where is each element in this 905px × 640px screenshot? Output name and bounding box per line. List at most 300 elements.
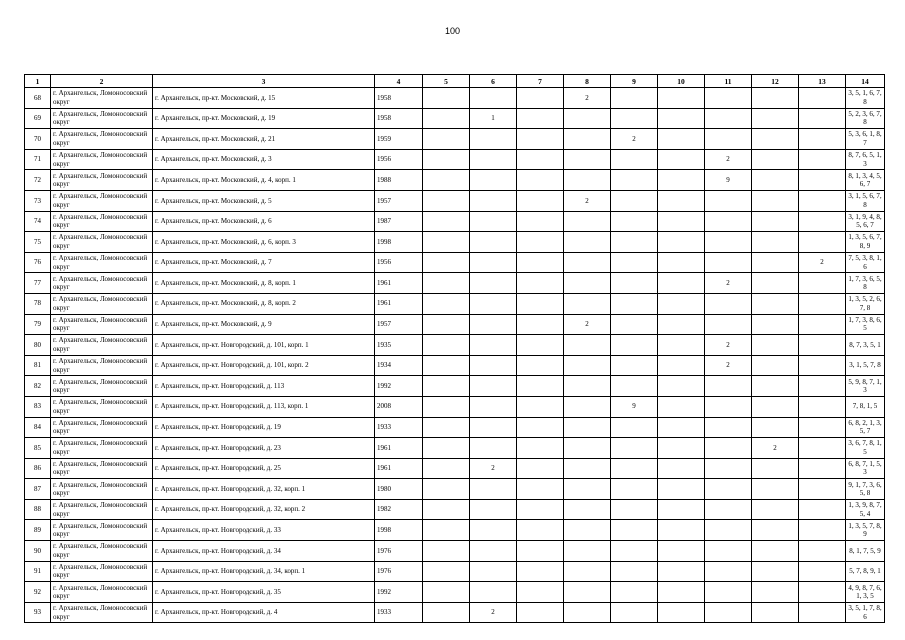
district-cell: г. Архангельск, Ломоносовский округ — [51, 293, 153, 314]
value-cell-col-12 — [752, 602, 799, 623]
column-header: 5 — [423, 75, 470, 88]
value-cell-col-9 — [611, 314, 658, 335]
value-cell-col-9 — [611, 88, 658, 109]
address-cell: г. Архангельск, пр-кт. Московский, д. 8, корп. 2 — [153, 293, 375, 314]
value-cell-col-11 — [705, 438, 752, 459]
column-header: 11 — [705, 75, 752, 88]
address-cell: г. Архангельск, пр-кт. Московский, д. 9 — [153, 314, 375, 335]
year-cell: 1987 — [375, 211, 423, 232]
row-number-cell: 70 — [25, 129, 51, 150]
value-cell-col-5 — [423, 376, 470, 397]
district-cell: г. Архангельск, Ломоносовский округ — [51, 541, 153, 562]
district-cell: г. Архангельск, Ломоносовский округ — [51, 232, 153, 253]
sequence-cell: 1, 3, 5, 7, 8, 9 — [846, 520, 885, 541]
value-cell-col-10 — [658, 520, 705, 541]
value-cell-col-5 — [423, 499, 470, 520]
year-cell: 1992 — [375, 582, 423, 603]
value-cell-col-11 — [705, 541, 752, 562]
district-cell: г. Архангельск, Ломоносовский округ — [51, 417, 153, 438]
district-cell: г. Архангельск, Ломоносовский округ — [51, 190, 153, 211]
value-cell-col-6 — [470, 232, 517, 253]
value-cell-col-5 — [423, 108, 470, 129]
district-cell: г. Архангельск, Ломоносовский округ — [51, 314, 153, 335]
year-cell: 1934 — [375, 355, 423, 376]
value-cell-col-6 — [470, 190, 517, 211]
value-cell-col-6 — [470, 438, 517, 459]
sequence-cell: 6, 8, 2, 1, 3, 5, 7 — [846, 417, 885, 438]
value-cell-col-11 — [705, 417, 752, 438]
sequence-cell: 8, 7, 6, 5, 1, 3 — [846, 149, 885, 170]
row-number-cell: 80 — [25, 335, 51, 356]
column-header: 12 — [752, 75, 799, 88]
value-cell-col-6: 2 — [470, 602, 517, 623]
value-cell-col-8 — [564, 438, 611, 459]
value-cell-col-6 — [470, 252, 517, 273]
value-cell-col-5 — [423, 438, 470, 459]
value-cell-col-6 — [470, 88, 517, 109]
value-cell-col-10 — [658, 417, 705, 438]
value-cell-col-8 — [564, 602, 611, 623]
value-cell-col-8 — [564, 335, 611, 356]
value-cell-col-13 — [799, 335, 846, 356]
year-cell: 1961 — [375, 438, 423, 459]
value-cell-col-7 — [517, 149, 564, 170]
value-cell-col-8 — [564, 520, 611, 541]
value-cell-col-7 — [517, 170, 564, 191]
row-number-cell: 86 — [25, 458, 51, 479]
value-cell-col-12 — [752, 376, 799, 397]
value-cell-col-11: 2 — [705, 335, 752, 356]
value-cell-col-9 — [611, 417, 658, 438]
column-header: 4 — [375, 75, 423, 88]
address-cell: г. Архангельск, пр-кт. Новгородский, д. 25 — [153, 458, 375, 479]
table-row — [25, 499, 885, 520]
value-cell-col-8: 2 — [564, 88, 611, 109]
year-cell: 1957 — [375, 314, 423, 335]
address-cell: г. Архангельск, пр-кт. Московский, д. 5 — [153, 190, 375, 211]
column-header: 14 — [846, 75, 885, 88]
value-cell-col-13 — [799, 273, 846, 294]
district-cell: г. Архангельск, Ломоносовский округ — [51, 335, 153, 356]
value-cell-col-8 — [564, 252, 611, 273]
table-row — [25, 438, 885, 459]
district-cell: г. Архангельск, Ломоносовский округ — [51, 520, 153, 541]
value-cell-col-8 — [564, 499, 611, 520]
value-cell-col-8 — [564, 458, 611, 479]
value-cell-col-12 — [752, 293, 799, 314]
table-header-row — [25, 75, 885, 88]
address-cell: г. Архангельск, пр-кт. Новгородский, д. 34 — [153, 541, 375, 562]
value-cell-col-13 — [799, 211, 846, 232]
sequence-cell: 7, 8, 1, 5 — [846, 396, 885, 417]
value-cell-col-13 — [799, 479, 846, 500]
address-cell: г. Архангельск, пр-кт. Московский, д. 6, корп. 3 — [153, 232, 375, 253]
address-cell: г. Архангельск, пр-кт. Новгородский, д. 101, корп. 2 — [153, 355, 375, 376]
table-row — [25, 541, 885, 562]
value-cell-col-11: 2 — [705, 273, 752, 294]
table-row — [25, 232, 885, 253]
year-cell: 1956 — [375, 252, 423, 273]
value-cell-col-12 — [752, 499, 799, 520]
value-cell-col-13 — [799, 129, 846, 150]
year-cell: 1933 — [375, 417, 423, 438]
value-cell-col-5 — [423, 520, 470, 541]
value-cell-col-11 — [705, 602, 752, 623]
district-cell: г. Архангельск, Ломоносовский округ — [51, 458, 153, 479]
sequence-cell: 8, 1, 7, 5, 9 — [846, 541, 885, 562]
value-cell-col-5 — [423, 170, 470, 191]
table-row — [25, 417, 885, 438]
sequence-cell: 3, 1, 5, 7, 8 — [846, 355, 885, 376]
sequence-cell: 3, 1, 5, 6, 7, 8 — [846, 190, 885, 211]
sequence-cell: 1, 7, 3, 8, 6, 5 — [846, 314, 885, 335]
value-cell-col-7 — [517, 211, 564, 232]
value-cell-col-6 — [470, 211, 517, 232]
value-cell-col-6 — [470, 541, 517, 562]
value-cell-col-9 — [611, 602, 658, 623]
value-cell-col-7 — [517, 314, 564, 335]
address-cell: г. Архангельск, пр-кт. Московский, д. 21 — [153, 129, 375, 150]
value-cell-col-9 — [611, 211, 658, 232]
year-cell: 1976 — [375, 561, 423, 582]
value-cell-col-7 — [517, 520, 564, 541]
value-cell-col-10 — [658, 293, 705, 314]
value-cell-col-9 — [611, 273, 658, 294]
value-cell-col-9 — [611, 190, 658, 211]
sequence-cell: 5, 7, 8, 9, 1 — [846, 561, 885, 582]
value-cell-col-12 — [752, 129, 799, 150]
district-cell: г. Архангельск, Ломоносовский округ — [51, 396, 153, 417]
value-cell-col-9 — [611, 108, 658, 129]
address-cell: г. Архангельск, пр-кт. Новгородский, д. 101, корп. 1 — [153, 335, 375, 356]
value-cell-col-8 — [564, 293, 611, 314]
address-cell: г. Архангельск, пр-кт. Новгородский, д. 113, корп. 1 — [153, 396, 375, 417]
value-cell-col-12 — [752, 582, 799, 603]
row-number-cell: 68 — [25, 88, 51, 109]
value-cell-col-8 — [564, 417, 611, 438]
value-cell-col-6 — [470, 149, 517, 170]
value-cell-col-5 — [423, 396, 470, 417]
value-cell-col-11 — [705, 582, 752, 603]
row-number-cell: 71 — [25, 149, 51, 170]
year-cell: 1976 — [375, 541, 423, 562]
value-cell-col-10 — [658, 232, 705, 253]
table-row — [25, 273, 885, 294]
value-cell-col-9 — [611, 541, 658, 562]
value-cell-col-7 — [517, 438, 564, 459]
value-cell-col-10 — [658, 88, 705, 109]
data-table — [24, 74, 885, 623]
value-cell-col-10 — [658, 458, 705, 479]
value-cell-col-6 — [470, 479, 517, 500]
value-cell-col-6: 2 — [470, 458, 517, 479]
district-cell: г. Архангельск, Ломоносовский округ — [51, 88, 153, 109]
row-number-cell: 93 — [25, 602, 51, 623]
value-cell-col-12 — [752, 396, 799, 417]
value-cell-col-8 — [564, 396, 611, 417]
value-cell-col-10 — [658, 355, 705, 376]
district-cell: г. Архангельск, Ломоносовский округ — [51, 376, 153, 397]
sequence-cell: 3, 5, 1, 7, 8, 6 — [846, 602, 885, 623]
value-cell-col-12 — [752, 252, 799, 273]
value-cell-col-7 — [517, 129, 564, 150]
value-cell-col-11 — [705, 232, 752, 253]
column-header: 1 — [25, 75, 51, 88]
value-cell-col-7 — [517, 355, 564, 376]
value-cell-col-7 — [517, 376, 564, 397]
value-cell-col-10 — [658, 190, 705, 211]
row-number-cell: 78 — [25, 293, 51, 314]
row-number-cell: 90 — [25, 541, 51, 562]
sequence-cell: 9, 1, 7, 3, 6, 5, 8 — [846, 479, 885, 500]
district-cell: г. Архангельск, Ломоносовский округ — [51, 170, 153, 191]
value-cell-col-10 — [658, 149, 705, 170]
value-cell-col-10 — [658, 376, 705, 397]
sequence-cell: 3, 6, 7, 8, 1, 5 — [846, 438, 885, 459]
table-row — [25, 170, 885, 191]
year-cell: 2008 — [375, 396, 423, 417]
address-cell: г. Архангельск, пр-кт. Московский, д. 4, корп. 1 — [153, 170, 375, 191]
value-cell-col-11 — [705, 376, 752, 397]
value-cell-col-8 — [564, 541, 611, 562]
table-row — [25, 211, 885, 232]
value-cell-col-11 — [705, 396, 752, 417]
value-cell-col-9: 2 — [611, 129, 658, 150]
address-cell: г. Архангельск, пр-кт. Новгородский, д. 23 — [153, 438, 375, 459]
value-cell-col-7 — [517, 252, 564, 273]
value-cell-col-12 — [752, 170, 799, 191]
year-cell: 1961 — [375, 458, 423, 479]
value-cell-col-12 — [752, 561, 799, 582]
column-header: 3 — [153, 75, 375, 88]
value-cell-col-12 — [752, 273, 799, 294]
year-cell: 1935 — [375, 335, 423, 356]
year-cell: 1958 — [375, 88, 423, 109]
table-row — [25, 602, 885, 623]
column-header: 2 — [51, 75, 153, 88]
value-cell-col-5 — [423, 458, 470, 479]
value-cell-col-13 — [799, 232, 846, 253]
value-cell-col-8 — [564, 170, 611, 191]
row-number-cell: 88 — [25, 499, 51, 520]
address-cell: г. Архангельск, пр-кт. Новгородский, д. 33 — [153, 520, 375, 541]
value-cell-col-5 — [423, 602, 470, 623]
value-cell-col-11 — [705, 88, 752, 109]
value-cell-col-13: 2 — [799, 252, 846, 273]
value-cell-col-13 — [799, 458, 846, 479]
value-cell-col-13 — [799, 190, 846, 211]
sequence-cell: 1, 3, 5, 6, 7, 8, 9 — [846, 232, 885, 253]
value-cell-col-11 — [705, 211, 752, 232]
value-cell-col-8 — [564, 211, 611, 232]
value-cell-col-10 — [658, 541, 705, 562]
table-row — [25, 582, 885, 603]
value-cell-col-7 — [517, 293, 564, 314]
table-row — [25, 88, 885, 109]
value-cell-col-13 — [799, 520, 846, 541]
value-cell-col-12 — [752, 458, 799, 479]
value-cell-col-11 — [705, 293, 752, 314]
table-row — [25, 335, 885, 356]
sequence-cell: 8, 1, 3, 4, 5, 6, 7 — [846, 170, 885, 191]
address-cell: г. Архангельск, пр-кт. Московский, д. 19 — [153, 108, 375, 129]
district-cell: г. Архангельск, Ломоносовский округ — [51, 438, 153, 459]
column-header: 7 — [517, 75, 564, 88]
value-cell-col-7 — [517, 88, 564, 109]
table-row — [25, 190, 885, 211]
value-cell-col-9 — [611, 149, 658, 170]
address-cell: г. Архангельск, пр-кт. Московский, д. 8, корп. 1 — [153, 273, 375, 294]
sequence-cell: 1, 3, 5, 2, 6, 7, 8 — [846, 293, 885, 314]
value-cell-col-13 — [799, 149, 846, 170]
value-cell-col-10 — [658, 396, 705, 417]
value-cell-col-8 — [564, 129, 611, 150]
value-cell-col-12 — [752, 520, 799, 541]
column-header: 6 — [470, 75, 517, 88]
year-cell: 1992 — [375, 376, 423, 397]
value-cell-col-10 — [658, 129, 705, 150]
address-cell: г. Архангельск, пр-кт. Московский, д. 6 — [153, 211, 375, 232]
table-row — [25, 108, 885, 129]
sequence-cell: 6, 8, 7, 1, 5, 3 — [846, 458, 885, 479]
row-number-cell: 92 — [25, 582, 51, 603]
value-cell-col-13 — [799, 602, 846, 623]
value-cell-col-7 — [517, 232, 564, 253]
value-cell-col-7 — [517, 499, 564, 520]
value-cell-col-12 — [752, 211, 799, 232]
value-cell-col-8 — [564, 232, 611, 253]
value-cell-col-13 — [799, 438, 846, 459]
value-cell-col-6 — [470, 520, 517, 541]
district-cell: г. Архангельск, Ломоносовский округ — [51, 355, 153, 376]
value-cell-col-6 — [470, 355, 517, 376]
year-cell: 1957 — [375, 190, 423, 211]
value-cell-col-5 — [423, 293, 470, 314]
value-cell-col-6 — [470, 335, 517, 356]
value-cell-col-6 — [470, 396, 517, 417]
district-cell: г. Архангельск, Ломоносовский округ — [51, 129, 153, 150]
table-body — [25, 88, 885, 623]
value-cell-col-8 — [564, 273, 611, 294]
value-cell-col-10 — [658, 211, 705, 232]
value-cell-col-6 — [470, 314, 517, 335]
value-cell-col-9 — [611, 376, 658, 397]
district-cell: г. Архангельск, Ломоносовский округ — [51, 149, 153, 170]
row-number-cell: 77 — [25, 273, 51, 294]
district-cell: г. Архангельск, Ломоносовский округ — [51, 211, 153, 232]
value-cell-col-5 — [423, 252, 470, 273]
value-cell-col-10 — [658, 314, 705, 335]
value-cell-col-12: 2 — [752, 438, 799, 459]
value-cell-col-6 — [470, 561, 517, 582]
sequence-cell: 5, 3, 6, 1, 8, 7 — [846, 129, 885, 150]
value-cell-col-9 — [611, 582, 658, 603]
address-cell: г. Архангельск, пр-кт. Новгородский, д. 32, корп. 2 — [153, 499, 375, 520]
value-cell-col-9 — [611, 479, 658, 500]
value-cell-col-10 — [658, 499, 705, 520]
value-cell-col-11 — [705, 108, 752, 129]
value-cell-col-7 — [517, 561, 564, 582]
value-cell-col-5 — [423, 417, 470, 438]
value-cell-col-10 — [658, 108, 705, 129]
value-cell-col-11 — [705, 499, 752, 520]
value-cell-col-12 — [752, 355, 799, 376]
row-number-cell: 76 — [25, 252, 51, 273]
table-row — [25, 376, 885, 397]
year-cell: 1982 — [375, 499, 423, 520]
row-number-cell: 89 — [25, 520, 51, 541]
value-cell-col-5 — [423, 335, 470, 356]
value-cell-col-5 — [423, 355, 470, 376]
year-cell: 1956 — [375, 149, 423, 170]
sequence-cell: 7, 5, 3, 8, 1, 6 — [846, 252, 885, 273]
value-cell-col-11 — [705, 458, 752, 479]
value-cell-col-8 — [564, 355, 611, 376]
value-cell-col-13 — [799, 541, 846, 562]
district-cell: г. Архангельск, Ломоносовский округ — [51, 602, 153, 623]
row-number-cell: 91 — [25, 561, 51, 582]
value-cell-col-11 — [705, 129, 752, 150]
value-cell-col-12 — [752, 190, 799, 211]
table-row — [25, 458, 885, 479]
value-cell-col-7 — [517, 602, 564, 623]
value-cell-col-8 — [564, 582, 611, 603]
value-cell-col-13 — [799, 499, 846, 520]
row-number-cell: 82 — [25, 376, 51, 397]
table-row — [25, 293, 885, 314]
row-number-cell: 74 — [25, 211, 51, 232]
value-cell-col-13 — [799, 561, 846, 582]
value-cell-col-7 — [517, 396, 564, 417]
value-cell-col-6 — [470, 417, 517, 438]
table-row — [25, 561, 885, 582]
value-cell-col-9 — [611, 170, 658, 191]
value-cell-col-8 — [564, 149, 611, 170]
value-cell-col-5 — [423, 582, 470, 603]
value-cell-col-9: 9 — [611, 396, 658, 417]
table-row — [25, 479, 885, 500]
value-cell-col-9 — [611, 335, 658, 356]
table-row — [25, 314, 885, 335]
value-cell-col-5 — [423, 479, 470, 500]
year-cell: 1933 — [375, 602, 423, 623]
district-cell: г. Архангельск, Ломоносовский округ — [51, 252, 153, 273]
value-cell-col-12 — [752, 108, 799, 129]
value-cell-col-11 — [705, 314, 752, 335]
value-cell-col-6 — [470, 376, 517, 397]
row-number-cell: 75 — [25, 232, 51, 253]
value-cell-col-5 — [423, 273, 470, 294]
value-cell-col-13 — [799, 582, 846, 603]
row-number-cell: 79 — [25, 314, 51, 335]
value-cell-col-7 — [517, 582, 564, 603]
value-cell-col-9 — [611, 458, 658, 479]
address-cell: г. Архангельск, пр-кт. Московский, д. 3 — [153, 149, 375, 170]
value-cell-col-5 — [423, 211, 470, 232]
value-cell-col-11: 2 — [705, 355, 752, 376]
value-cell-col-6 — [470, 499, 517, 520]
column-header: 8 — [564, 75, 611, 88]
district-cell: г. Архангельск, Ломоносовский округ — [51, 273, 153, 294]
value-cell-col-11 — [705, 190, 752, 211]
value-cell-col-5 — [423, 561, 470, 582]
address-cell: г. Архангельск, пр-кт. Новгородский, д. 113 — [153, 376, 375, 397]
value-cell-col-6: 1 — [470, 108, 517, 129]
sequence-cell: 8, 7, 3, 5, 1 — [846, 335, 885, 356]
district-cell: г. Архангельск, Ломоносовский округ — [51, 561, 153, 582]
value-cell-col-10 — [658, 170, 705, 191]
table-row — [25, 149, 885, 170]
